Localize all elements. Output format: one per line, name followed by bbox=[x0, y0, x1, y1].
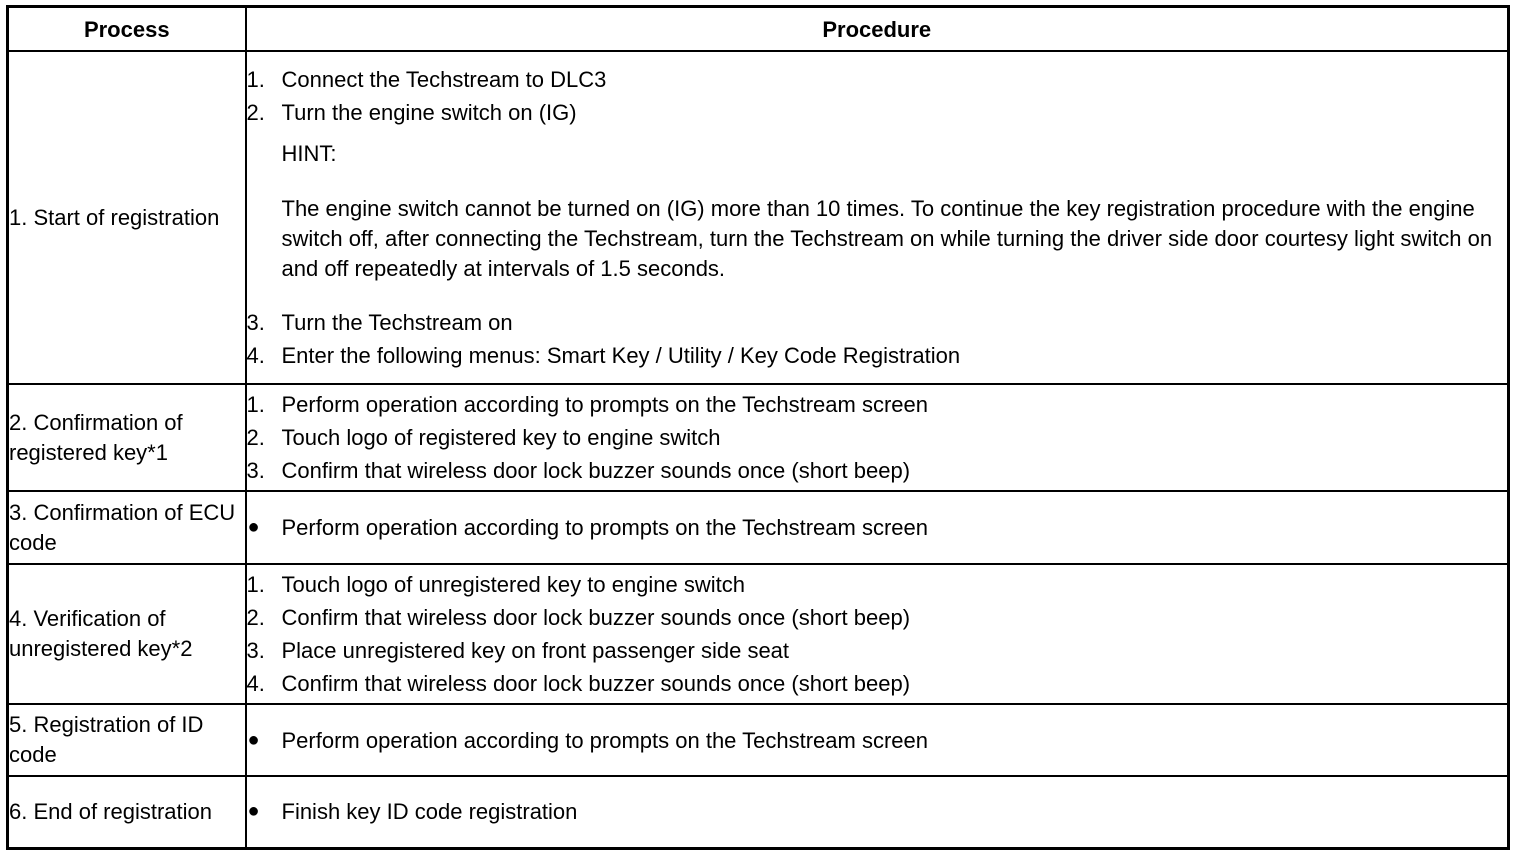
list-item bbox=[247, 667, 1508, 700]
process-cell: 6. End of registration bbox=[8, 776, 246, 848]
step-text: Finish key ID code registration bbox=[281, 799, 578, 825]
step-text: Touch logo of registered key to engine switch bbox=[281, 425, 721, 450]
bullet-icon: ● bbox=[247, 728, 260, 751]
process-cell: 1. Start of registration bbox=[8, 51, 246, 384]
step-text: Perform operation according to prompts on the Techstream screen bbox=[281, 727, 928, 753]
step-text: Confirm that wireless door lock buzzer sounds once (short beep) bbox=[281, 671, 911, 696]
process-cell: 3. Confirmation of ECU code bbox=[8, 491, 246, 564]
step-number: 4. bbox=[246, 671, 265, 696]
step-list bbox=[247, 568, 1508, 700]
step-number: 3. bbox=[246, 638, 265, 663]
table-row bbox=[8, 776, 1509, 848]
step-number: 4. bbox=[246, 343, 265, 368]
procedure-cell bbox=[246, 51, 1509, 384]
bullet-icon: ● bbox=[247, 516, 260, 538]
header-process: Process bbox=[8, 7, 246, 52]
step-list bbox=[247, 795, 1508, 828]
list-item bbox=[247, 63, 1508, 96]
list-item bbox=[247, 795, 1508, 828]
procedure-cell bbox=[246, 384, 1509, 491]
procedure-table bbox=[6, 5, 1510, 850]
step-number: 1. bbox=[246, 392, 265, 417]
list-item bbox=[247, 601, 1508, 634]
step-text: Touch logo of unregistered key to engine switch bbox=[281, 572, 746, 597]
step-number: 3. bbox=[246, 458, 265, 483]
step-text: Turn the Techstream on bbox=[281, 310, 513, 335]
hint-body: The engine switch cannot be turned on (IG) more than 10 times. To continue the key registration procedure with the engine switch off, after connecting the Techstream, turn the Techstream on while turning the driver side door courtesy light switch on and off repeatedly at intervals of 1.5 seconds. bbox=[281, 196, 1493, 281]
procedure-cell bbox=[246, 704, 1509, 776]
process-cell: 2. Confirmation of registered key*1 bbox=[8, 384, 246, 491]
list-item bbox=[247, 96, 1508, 129]
step-text: Confirm that wireless door lock buzzer sounds once (short beep) bbox=[281, 458, 911, 483]
step-number: 3. bbox=[246, 310, 265, 335]
table-row bbox=[8, 51, 1509, 384]
table-row bbox=[8, 704, 1509, 776]
step-number: 1. bbox=[246, 572, 265, 597]
step-text: Connect the Techstream to DLC3 bbox=[281, 67, 607, 92]
step-text: Place unregistered key on front passenger side seat bbox=[281, 638, 790, 663]
step-number: 2. bbox=[246, 425, 265, 450]
bullet-icon: ● bbox=[247, 800, 260, 823]
hint-title: HINT: bbox=[281, 141, 337, 166]
step-text: Perform operation according to prompts on the Techstream screen bbox=[281, 392, 928, 417]
list-item bbox=[247, 339, 1508, 372]
step-list bbox=[247, 511, 1508, 544]
process-cell: 5. Registration of ID code bbox=[8, 704, 246, 776]
step-text: Perform operation according to prompts on the Techstream screen bbox=[281, 515, 928, 540]
hint-block bbox=[247, 139, 1508, 284]
header-procedure: Procedure bbox=[246, 7, 1509, 52]
list-item bbox=[247, 724, 1508, 757]
step-list bbox=[247, 388, 1508, 487]
list-item bbox=[247, 511, 1508, 544]
step-text: Turn the engine switch on (IG) bbox=[281, 100, 577, 125]
list-item bbox=[247, 421, 1508, 454]
list-item bbox=[247, 306, 1508, 339]
list-item bbox=[247, 388, 1508, 421]
table-header-row bbox=[8, 7, 1509, 52]
step-list bbox=[247, 724, 1508, 757]
step-number: 1. bbox=[246, 67, 265, 92]
step-text: Confirm that wireless door lock buzzer sounds once (short beep) bbox=[281, 605, 911, 630]
list-item bbox=[247, 454, 1508, 487]
table-row bbox=[8, 384, 1509, 491]
step-text: Enter the following menus: Smart Key / Utility / Key Code Registration bbox=[281, 343, 961, 368]
procedure-cell bbox=[246, 564, 1509, 704]
procedure-cell bbox=[246, 491, 1509, 564]
procedure-cell bbox=[246, 776, 1509, 848]
list-item bbox=[247, 634, 1508, 667]
step-number: 2. bbox=[246, 100, 265, 125]
list-item bbox=[247, 568, 1508, 601]
step-list bbox=[247, 63, 1508, 129]
process-cell: 4. Verification of unregistered key*2 bbox=[8, 564, 246, 704]
table-row bbox=[8, 491, 1509, 564]
step-number: 2. bbox=[246, 605, 265, 630]
table-row bbox=[8, 564, 1509, 704]
step-list bbox=[247, 306, 1508, 372]
